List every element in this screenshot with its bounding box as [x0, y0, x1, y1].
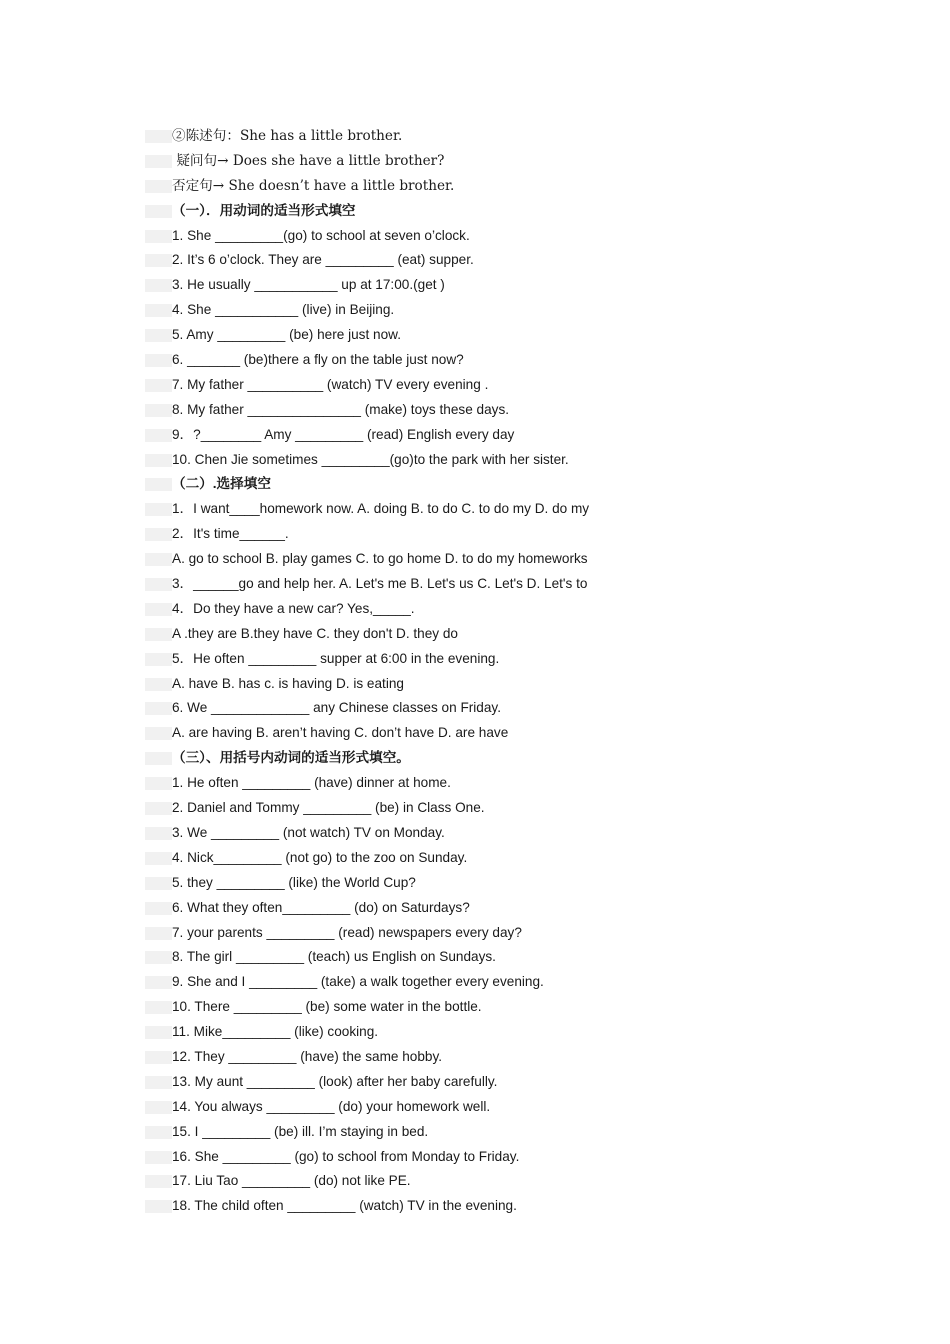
- line-text: A. have B. has c. is having D. is eating: [172, 675, 404, 691]
- worksheet-line: [145, 1045, 845, 1070]
- line-text: 2. Daniel and Tommy _________ (be) in Class One.: [172, 800, 485, 816]
- line-text: 6. _______ (be)there a fly on the table just now?: [172, 352, 464, 368]
- line-text: 15. I _________ (be) ill. I’m staying in bed.: [172, 1123, 429, 1139]
- worksheet-line: [145, 1070, 845, 1095]
- line-text: 18. The child often _________ (watch) TV in the evening.: [172, 1198, 517, 1214]
- worksheet-line: [145, 846, 845, 871]
- line-text: 9. She and I _________ (take) a walk together every evening.: [172, 974, 544, 990]
- line-text: 5．He often _________ supper at 6:00 in the evening.: [172, 650, 500, 666]
- worksheet-line: [145, 597, 845, 622]
- line-text: 5. they _________ (like) the World Cup?: [172, 874, 416, 890]
- line-text: 12. They _________ (have) the same hobby.: [172, 1048, 443, 1064]
- line-text: A .they are B.they have C. they don't D. they do: [172, 625, 458, 641]
- line-text: 1. He often _________ (have) dinner at home.: [172, 775, 451, 791]
- worksheet-line: [145, 273, 845, 298]
- worksheet-line: [145, 1169, 845, 1194]
- line-text: 5. Amy _________ (be) here just now.: [172, 327, 401, 343]
- line-text: 3．______go and help her. A. Let's me B. Let's us C. Let's D. Let's to: [172, 576, 588, 592]
- line-text: 3. He usually ___________ up at 17:00.(get ): [172, 277, 445, 293]
- line-text: 4．Do they have a new car? Yes,_____.: [172, 600, 415, 616]
- worksheet-line: [145, 547, 845, 572]
- line-text: ②陈述句：She has a little brother.: [172, 128, 403, 144]
- worksheet-line: [145, 1145, 845, 1170]
- line-text: （三）、用括号内动词的适当形式填空。: [172, 750, 410, 766]
- line-text: 3. We _________ (not watch) TV on Monday.: [172, 824, 445, 840]
- worksheet-line: [145, 696, 845, 721]
- worksheet-line: [145, 323, 845, 348]
- worksheet-line: [145, 672, 845, 697]
- line-text: A. go to school B. play games C. to go home D. to do my homeworks: [172, 551, 588, 567]
- line-text: （二）.选择填空: [172, 476, 271, 492]
- line-text: 7. your parents _________ (read) newspapers every day?: [172, 924, 522, 940]
- worksheet-line: [145, 224, 845, 249]
- section-heading: [145, 199, 845, 224]
- line-text: 8. My father _______________ (make) toys these days.: [172, 401, 510, 417]
- section-heading: [145, 472, 845, 497]
- worksheet-body: [145, 124, 845, 1219]
- worksheet-line: [145, 497, 845, 522]
- worksheet-line: [145, 771, 845, 796]
- line-text: 8. The girl _________ (teach) us English on Sundays.: [172, 949, 496, 965]
- worksheet-line: [145, 572, 845, 597]
- line-text: 11. Mike_________ (like) cooking.: [172, 1024, 379, 1040]
- line-text: 7. My father __________ (watch) TV every evening .: [172, 376, 489, 392]
- line-text: 1．I want____homework now. A. doing B. to do C. to do my D. do my: [172, 501, 590, 517]
- worksheet-line: [145, 1095, 845, 1120]
- worksheet-line: [145, 721, 845, 746]
- line-text: 4. She ___________ (live) in Beijing.: [172, 302, 395, 318]
- line-text: 2．It's time______.: [172, 526, 289, 542]
- worksheet-line: [145, 1120, 845, 1145]
- worksheet-line: [145, 174, 845, 199]
- worksheet-line: [145, 647, 845, 672]
- line-text: 17. Liu Tao _________ (do) not like PE.: [172, 1173, 411, 1189]
- line-text: 13. My aunt _________ (look) after her baby carefully.: [172, 1073, 498, 1089]
- line-text: 6. What they often_________ (do) on Saturdays?: [172, 899, 470, 915]
- worksheet-line: [145, 248, 845, 273]
- worksheet-line: [145, 298, 845, 323]
- worksheet-line: [145, 373, 845, 398]
- worksheet-line: [145, 348, 845, 373]
- worksheet-line: [145, 1194, 845, 1219]
- line-text: 14. You always _________ (do) your homework well.: [172, 1098, 491, 1114]
- worksheet-line: [145, 522, 845, 547]
- line-text: 4. Nick_________ (not go) to the zoo on Sunday.: [172, 849, 468, 865]
- worksheet-line: [145, 821, 845, 846]
- worksheet-line: [145, 796, 845, 821]
- line-text: A. are having B. aren’t having C. don’t have D. are have: [172, 725, 509, 741]
- worksheet-line: [145, 921, 845, 946]
- worksheet-line: [145, 1020, 845, 1045]
- line-text: 16. She _________ (go) to school from Monday to Friday.: [172, 1148, 520, 1164]
- section-heading: [145, 746, 845, 771]
- line-text: 疑问句→ Does she have a little brother?: [172, 152, 445, 169]
- line-text: 1. She _________(go) to school at seven o’clock.: [172, 227, 470, 243]
- line-text: 否定句→ She doesn’t have a little brother.: [172, 177, 455, 194]
- line-text: 10. There _________ (be) some water in the bottle.: [172, 999, 482, 1015]
- line-text: （一）．用动词的适当形式填空: [172, 202, 356, 218]
- worksheet-line: [145, 896, 845, 921]
- worksheet-line: [145, 871, 845, 896]
- worksheet-line: [145, 945, 845, 970]
- line-text: 6. We _____________ any Chinese classes on Friday.: [172, 700, 501, 716]
- worksheet-line: [145, 970, 845, 995]
- worksheet-line: [145, 124, 845, 149]
- worksheet-line: [145, 622, 845, 647]
- worksheet-line: [145, 423, 845, 448]
- line-text: 10. Chen Jie sometimes _________(go)to the park with her sister.: [172, 451, 569, 467]
- worksheet-line: [145, 448, 845, 473]
- worksheet-line: [145, 398, 845, 423]
- worksheet-line: [145, 995, 845, 1020]
- line-text: 9．?________ Amy _________ (read) English every day: [172, 426, 515, 442]
- line-text: 2. It’s 6 o’clock. They are _________ (eat) supper.: [172, 252, 474, 268]
- worksheet-line: [145, 149, 845, 174]
